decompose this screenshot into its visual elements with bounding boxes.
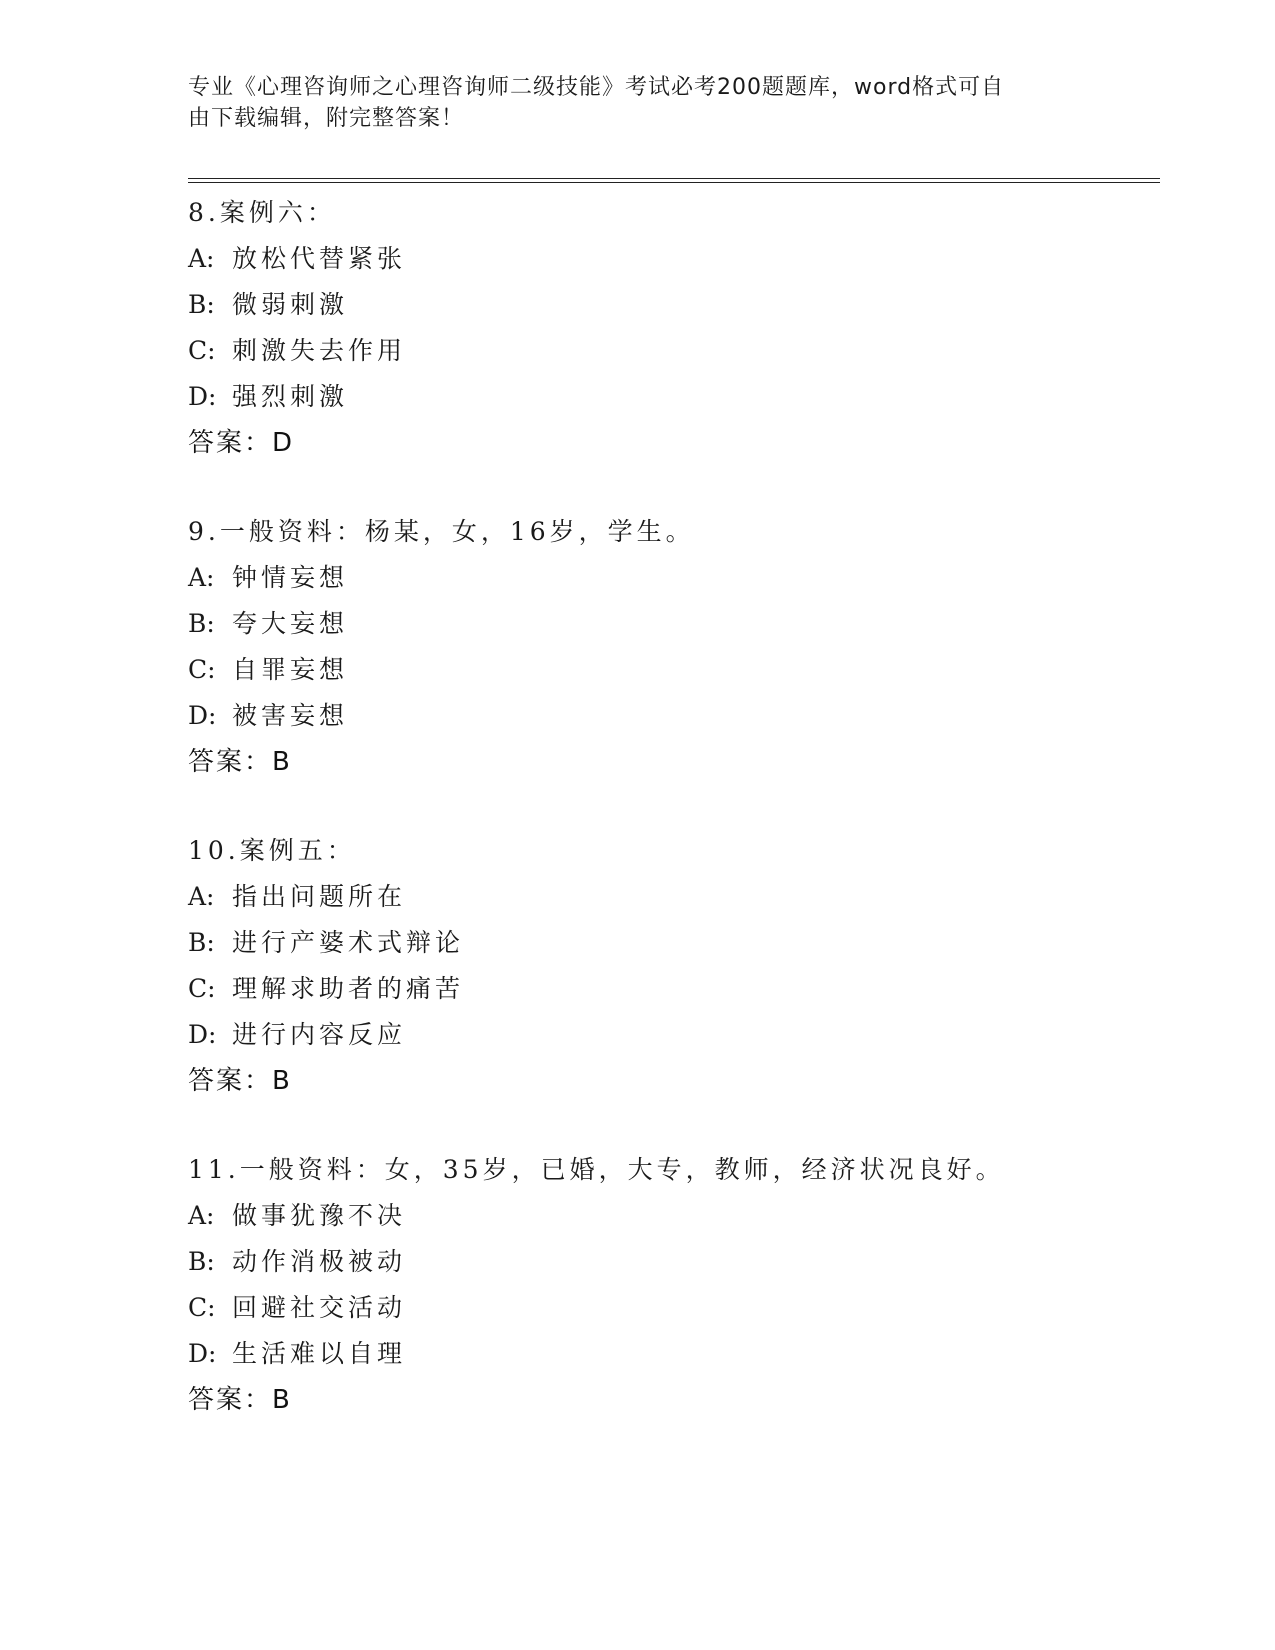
- option-letter: B:: [188, 928, 215, 957]
- option-b: [188, 920, 1160, 966]
- header-divider-top: [188, 178, 1160, 179]
- question-8: [188, 190, 1160, 466]
- option-b: [188, 1239, 1160, 1285]
- option-a: [188, 555, 1160, 601]
- option-letter: A:: [188, 563, 215, 592]
- option-letter: A:: [188, 244, 215, 273]
- header-divider-bottom: [188, 182, 1160, 183]
- option-a: [188, 1193, 1160, 1239]
- question-10: [188, 828, 1160, 1104]
- option-letter: C:: [188, 974, 216, 1003]
- document-header: [188, 72, 1078, 134]
- question-stem: 9.一般资料：杨某，女，16岁，学生。: [188, 517, 695, 546]
- option-text: 微弱刺激: [232, 290, 349, 319]
- option-a: [188, 874, 1160, 920]
- question-stem: 8.案例六：: [188, 198, 336, 227]
- option-b: [188, 601, 1160, 647]
- option-letter: D:: [188, 1339, 217, 1368]
- option-text: 做事犹豫不决: [232, 1201, 407, 1230]
- option-letter: B:: [188, 609, 215, 638]
- option-letter: B:: [188, 1247, 215, 1276]
- option-text: 放松代替紧张: [232, 244, 407, 273]
- option-text: 刺激失去作用: [232, 336, 407, 365]
- question-list: [188, 190, 1160, 1466]
- option-letter: A:: [188, 1201, 215, 1230]
- option-text: 钟情妄想: [232, 563, 349, 592]
- option-letter: D:: [188, 382, 217, 411]
- option-text: 强烈刺激: [232, 382, 349, 411]
- question-9: [188, 509, 1160, 785]
- answer-line: 答案：B: [188, 1066, 292, 1096]
- answer-line: 答案：B: [188, 1385, 292, 1415]
- option-text: 生活难以自理: [232, 1339, 407, 1368]
- option-c: [188, 966, 1160, 1012]
- option-b: [188, 282, 1160, 328]
- option-d: [188, 1012, 1160, 1058]
- question-stem: 11.一般资料：女，35岁，已婚，大专，教师，经济状况良好。: [188, 1155, 1005, 1184]
- option-letter: C:: [188, 655, 216, 684]
- option-text: 理解求助者的痛苦: [232, 974, 465, 1003]
- option-c: [188, 1285, 1160, 1331]
- option-letter: C:: [188, 336, 216, 365]
- option-letter: B:: [188, 290, 215, 319]
- header-line-2: 由下载编辑，附完整答案！: [188, 106, 465, 131]
- header-line-1: 专业《心理咨询师之心理咨询师二级技能》考试必考200题题库，word格式可自: [188, 75, 1005, 100]
- question-stem: 10.案例五：: [188, 836, 356, 865]
- option-letter: C:: [188, 1293, 216, 1322]
- option-text: 动作消极被动: [232, 1247, 407, 1276]
- option-letter: D:: [188, 701, 217, 730]
- answer-line: 答案：B: [188, 747, 292, 777]
- option-d: [188, 693, 1160, 739]
- option-text: 被害妄想: [232, 701, 349, 730]
- answer-line: 答案：D: [188, 428, 295, 458]
- option-text: 夸大妄想: [232, 609, 349, 638]
- option-text: 回避社交活动: [232, 1293, 407, 1322]
- option-text: 指出问题所在: [232, 882, 407, 911]
- option-text: 自罪妄想: [232, 655, 349, 684]
- option-letter: A:: [188, 882, 215, 911]
- option-text: 进行产婆术式辩论: [232, 928, 465, 957]
- question-11: [188, 1147, 1160, 1423]
- option-d: [188, 374, 1160, 420]
- option-c: [188, 647, 1160, 693]
- option-a: [188, 236, 1160, 282]
- option-d: [188, 1331, 1160, 1377]
- option-text: 进行内容反应: [232, 1020, 407, 1049]
- option-letter: D:: [188, 1020, 217, 1049]
- option-c: [188, 328, 1160, 374]
